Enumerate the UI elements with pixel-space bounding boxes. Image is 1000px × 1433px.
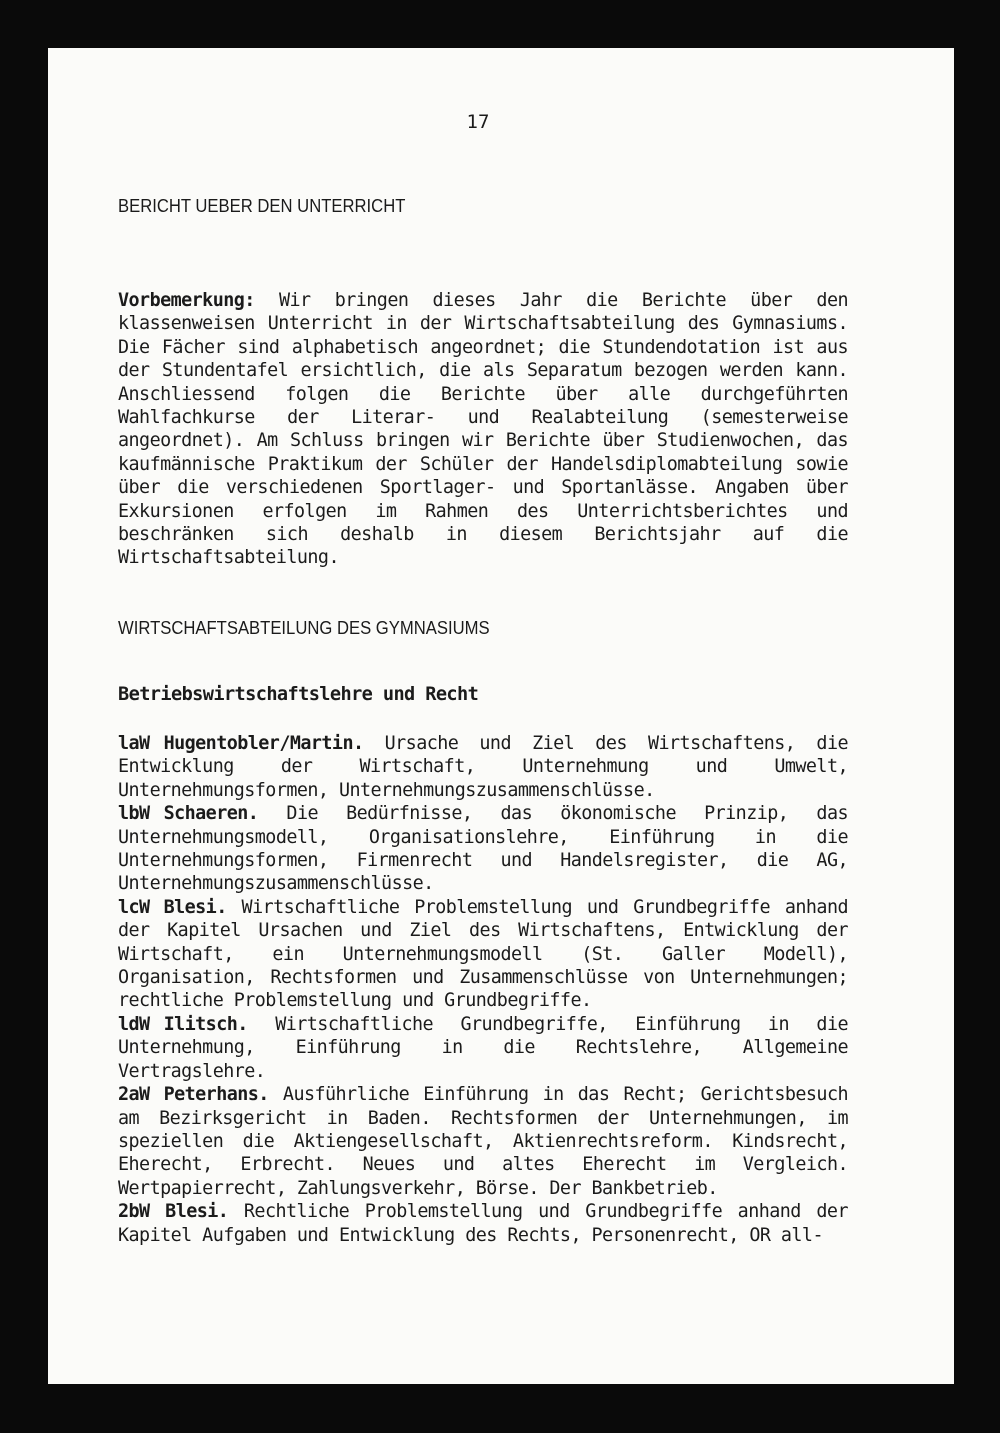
class-entry [118,1200,848,1247]
teacher-name: Hugentobler/Martin. [163,733,364,754]
class-code: lbW [118,803,150,825]
section-heading: WIRTSCHAFTSABTEILUNG DES GYMNASIUMS [118,617,490,638]
teacher-name: Peterhans. [163,1084,269,1106]
intro-text: Wir bringen dieses Jahr die Berichte über den klassenweisen Unterricht in der Wirtschaftsabteilung des Gymnasiums. Die Fächer sind alphabetisch angeordnet; die Stundendotation ist aus der Stundentafel ersichtlich, die als Separatum bezogen werden kann. Anschliessend folgen die Berichte über alle durchgeführten Wahlfachkurse der Literar- und Realabteilung (semesterweise angeordnet). Am Schluss bringen wir Berichte über Studienwochen, das kaufmännische Praktikum der Schüler der Handelsdiplomabteilung sowie über die verschiedenen Sportlager- und Sportanlässe. Angaben über Exkursionen erfolgen im Rahmen des Unterrichtsberichtes und beschränken sich deshalb in diesem Berichtsjahr auf die Wirtschaftsabteilung. [118,290,848,569]
intro-label: Vorbemerkung: [118,290,255,311]
entry-text: Rechtliche Problemstellung und Grundbegriffe anhand der Kapitel Aufgaben und Entwicklung des Rechts, Personenrecht, OR all- [118,1201,848,1246]
class-entry [118,1013,848,1083]
class-code: 2aW [118,1084,150,1106]
entry-text: Die Bedürfnisse, das ökonomische Prinzip, das Unternehmungsmodell, Organisationslehre, Einführung in die Unternehmungsformen, Firmenrecht und Handelsregister, die AG, Unternehmungszusammenschlüsse. [118,803,848,895]
teacher-name: Schaeren. [163,803,259,825]
page-number: 17 [466,111,490,133]
entry-text: Wirtschaftliche Grundbegriffe, Einführung in die Unternehmung, Einführung in die Rechtslehre, Allgemeine Vertragslehre. [118,1013,848,1082]
class-entry [118,896,848,1013]
intro-paragraph [118,289,848,570]
class-entry [118,1083,848,1200]
entry-text: Ursache und Ziel des Wirtschaftens, die Entwicklung der Wirtschaft, Unternehmung und Umwelt, Unternehmungsformen, Unternehmungszusammenschlüsse. [118,733,848,801]
teacher-name: Blesi. [165,1201,229,1223]
class-code: laW [118,733,150,754]
subject-heading: Betriebswirtschaftslehre und Recht [118,684,479,705]
class-code: ldW [118,1013,150,1035]
document-page [48,48,954,1384]
entry-text: Wirtschaftliche Problemstellung und Grundbegriffe anhand der Kapitel Ursachen und Ziel des Wirtschaftens, Entwicklung der Wirtschaft, ein Unternehmungsmodell (St. Galler Modell), Organisation, Rechtsformen und Zusammenschlüsse von Unternehmungen; rechtliche Problemstellung und Grundbegriffe. [118,896,848,1012]
report-heading: BERICHT UEBER DEN UNTERRICHT [118,195,406,216]
teacher-name: Ilitsch. [163,1013,248,1035]
teacher-name: Blesi. [163,896,227,918]
class-entries [118,732,848,1247]
class-entry [118,732,848,802]
entry-text: Ausführliche Einführung in das Recht; Gerichtsbesuch am Bezirksgericht in Baden. Rechtsformen der Unternehmungen, im speziellen die Aktiengesellschaft, Aktienrechtsreform. Kindsrecht, Eherecht, Erbrecht. Neues und altes Eherecht im Vergleich. Wertpapierrecht, Zahlungsverkehr, Börse. Der Bankbetrieb. [118,1084,848,1199]
class-code: 2bW [118,1201,150,1223]
class-code: lcW [118,896,150,918]
class-entry [118,802,848,896]
